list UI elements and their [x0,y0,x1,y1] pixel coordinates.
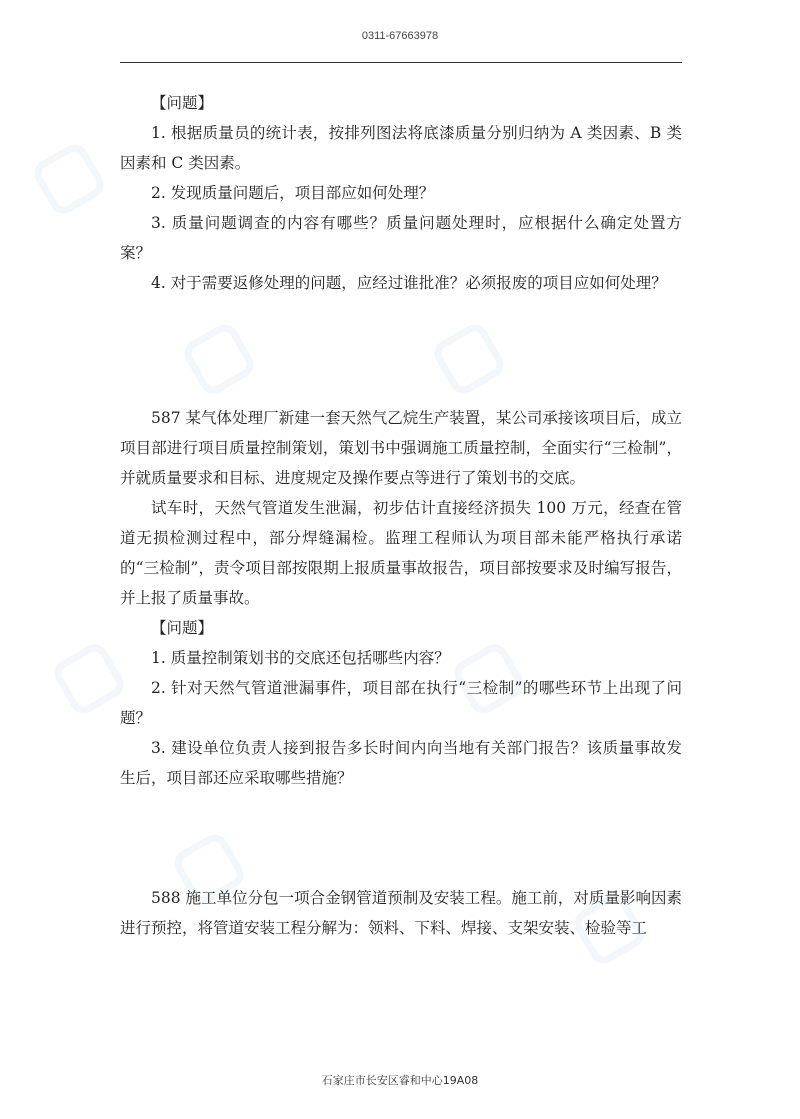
page-footer-address: 石家庄市长安区睿和中心19A08 [321,1074,479,1087]
question-item: 1. 质量控制策划书的交底还包括哪些内容？ [151,649,450,667]
case-paragraph: 587 某气体处理厂新建一套天然气乙烷生产装置，某公司承接该项目后，成立项目部进行项目质量控制策划，策划书中强调施工质量控制，全面实行“三检制”，并就质量要求和目标、进度规定及操作要点等进行了策划书的交底。 [120,409,682,487]
section-heading: 【问题】 [151,94,214,112]
question-item: 1. 根据质量员的统计表，按排列图法将底漆质量分别归纳为 A 类因素、B 类因素和 C 类因素。 [120,124,682,172]
document-body [120,88,682,943]
watermark-logo [29,139,108,218]
question-item: 3. 建设单位负责人接到报告多长时间内向当地有关部门报告？该质量事故发生后，项目部还应采取哪些措施？ [120,739,682,787]
case-paragraph: 试车时，天然气管道发生泄漏，初步估计直接经济损失 100 万元，经查在管道无损检测过程中，部分焊缝漏检。监理工程师认为项目部未能严格执行承诺的“三检制”，责令项目部按限期上报质量事故报告，项目部按要求及时编写报告，并上报了质量事故。 [120,499,682,607]
question-item: 2. 发现质量问题后，项目部应如何处理？ [151,184,435,202]
section-heading: 【问题】 [151,619,214,637]
header-divider [120,62,682,63]
question-item: 4. 对于需要返修处理的问题，应经过谁批准？必须报废的项目应如何处理？ [151,274,667,292]
case-paragraph: 588 施工单位分包一项合金钢管道预制及安装工程。施工前，对质量影响因素进行预控，将管道安装工程分解为：领料、下料、焊接、支架安装、检验等工 [120,889,682,937]
question-item: 2. 针对天然气管道泄漏事件，项目部在执行“三检制”的哪些环节上出现了问题？ [120,679,682,727]
watermark-logo [49,639,128,718]
question-item: 3. 质量问题调查的内容有哪些？质量问题处理时，应根据什么确定处置方案？ [120,214,682,262]
page-header-phone: 0311-67663978 [361,30,439,42]
